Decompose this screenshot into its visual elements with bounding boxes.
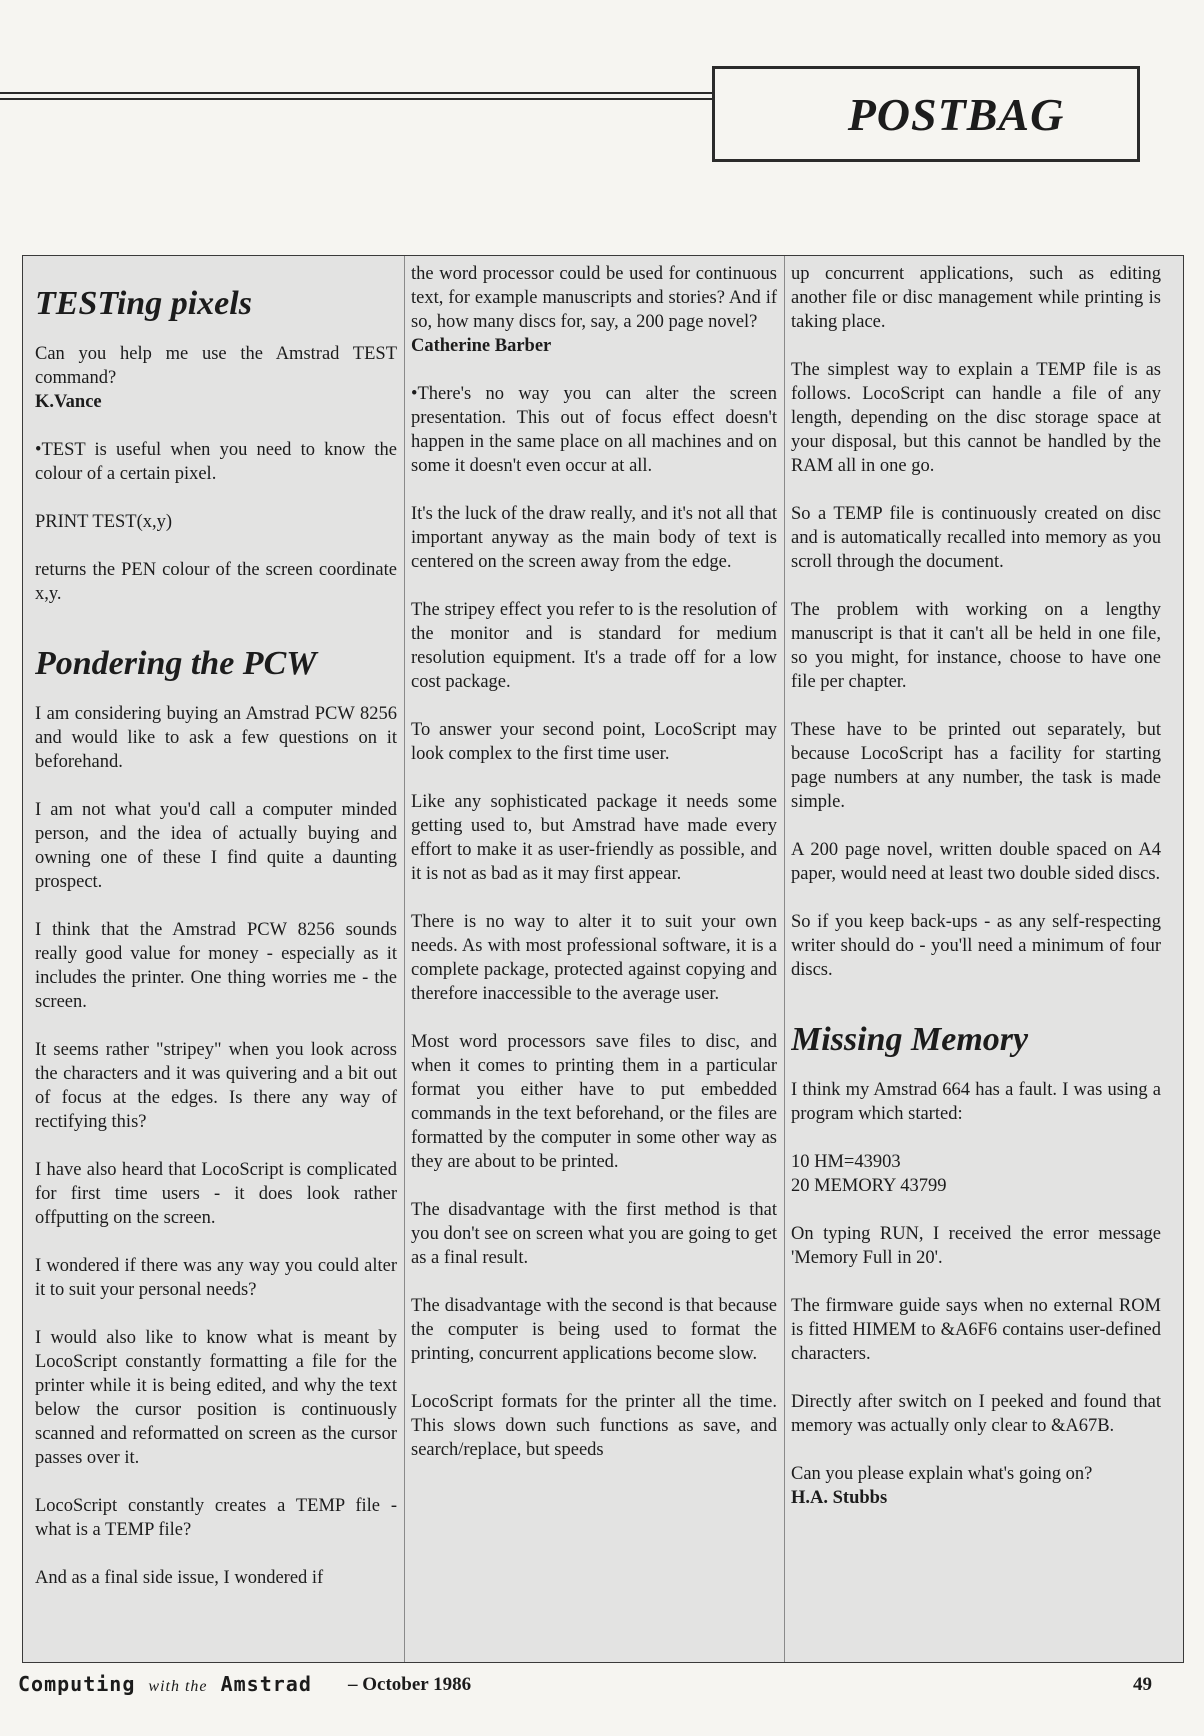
letter-signature: Catherine Barber <box>411 336 552 356</box>
letter-paragraph: I have also heard that LocoScript is complicated for first time users - it does look rather offputting on the screen. <box>35 1160 397 1228</box>
reply-paragraph: It's the luck of the draw really, and it's not all that important anyway as the main body of text is centered on the screen away from the edge. <box>411 504 777 572</box>
reply-paragraph: So if you keep back-ups - as any self-respecting writer should do - you'll need a minimum of four discs. <box>791 912 1161 980</box>
reply-paragraph: A 200 page novel, written double spaced on A4 paper, would need at least two double sided discs. <box>791 840 1161 884</box>
letter-paragraph: I would also like to know what is meant by LocoScript constantly formatting a file for the printer while it is being edited, and why the text below the cursor position is continuously scanned and reformatted on screen as the cursor passes over it. <box>35 1328 397 1468</box>
reply-paragraph: The disadvantage with the second is that because the computer is being used to format the printing, concurrent applications become slow. <box>411 1296 777 1364</box>
magazine-name <box>18 1672 312 1696</box>
column-3 <box>791 262 1161 1660</box>
code-line: PRINT TEST(x,y) <box>35 512 173 532</box>
reply-paragraph: So a TEMP file is continuously created on disc and is automatically recalled into memory as you scroll through the document. <box>791 504 1161 572</box>
letter-paragraph: Can you please explain what's going on? <box>791 1464 1093 1484</box>
letter-paragraph: I wondered if there was any way you could alter it to suit your personal needs? <box>35 1256 397 1300</box>
code-line: 20 MEMORY 43799 <box>791 1176 947 1196</box>
header-rule-top <box>0 92 712 94</box>
letter-signature: H.A. Stubbs <box>791 1488 888 1508</box>
column-divider <box>404 256 405 1662</box>
reply-paragraph: The stripey effect you refer to is the resolution of the monitor and is standard for medium resolution equipment. It's a trade off for a low cost package. <box>411 600 777 692</box>
letter-paragraph: I think that the Amstrad PCW 8256 sounds really good value for money - especially as it includes the printer. One thing worries me - the screen. <box>35 920 397 1012</box>
reply-paragraph: •There's no way you can alter the screen presentation. This out of focus effect doesn't happen in the same place on all machines and on some it doesn't even occur at all. <box>411 384 777 476</box>
page-number: 49 <box>1133 1674 1152 1695</box>
reply-paragraph: The simplest way to explain a TEMP file is as follows. LocoScript can handle a file of any length, depending on the disc storage space at your disposal, but this cannot be handled by the RAM all in one go. <box>791 360 1161 476</box>
issue-date: – October 1986 <box>348 1674 472 1695</box>
section-title: POSTBAG <box>847 88 1065 140</box>
column-1 <box>35 262 397 1660</box>
reply-paragraph: There is no way to alter it to suit your own needs. As with most professional software, it is a complete package, protected against copying and therefore inaccessible to the average user. <box>411 912 777 1004</box>
reply-paragraph: •TEST is useful when you need to know the colour of a certain pixel. <box>35 440 397 484</box>
article-heading: TESTing pixels <box>35 285 252 322</box>
letter-paragraph: I think my Amstrad 664 has a fault. I was using a program which started: <box>791 1080 1161 1124</box>
reply-paragraph: The disadvantage with the first method is that you don't see on screen what you are going to get as a final result. <box>411 1200 777 1268</box>
reply-paragraph: LocoScript formats for the printer all the time. This slows down such functions as save, and search/replace, but speeds <box>411 1392 777 1460</box>
code-line: 10 HM=43903 <box>791 1152 901 1172</box>
magazine-name-word2: with the <box>148 1678 208 1695</box>
header-rule-bottom <box>0 98 712 100</box>
magazine-name-word3: Amstrad <box>220 1672 312 1696</box>
letter-paragraph: Can you help me use the Amstrad TEST command? <box>35 344 397 388</box>
letter-paragraph: LocoScript constantly creates a TEMP file - what is a TEMP file? <box>35 1496 397 1540</box>
reply-paragraph: up concurrent applications, such as editing another file or disc management while printing is taking place. <box>791 264 1161 332</box>
letter-paragraph: On typing RUN, I received the error message 'Memory Full in 20'. <box>791 1224 1161 1268</box>
magazine-name-word1: Computing <box>18 1672 136 1696</box>
article-heading: Pondering the PCW <box>35 645 317 682</box>
letter-paragraph: The firmware guide says when no external ROM is fitted HIMEM to &A6F6 contains user-defined characters. <box>791 1296 1161 1364</box>
letter-paragraph: the word processor could be used for continuous text, for example manuscripts and stories? And if so, how many discs for, say, a 200 page novel? <box>411 264 777 332</box>
letter-paragraph: It seems rather "stripey" when you look across the characters and it was quivering and a bit out of focus at the edges. Is there any way of rectifying this? <box>35 1040 397 1132</box>
reply-paragraph: These have to be printed out separately, but because LocoScript has a facility for starting page numbers at any number, the task is made simple. <box>791 720 1161 812</box>
page-footer <box>18 1672 1158 1700</box>
letter-paragraph: I am considering buying an Amstrad PCW 8256 and would like to ask a few questions on it beforehand. <box>35 704 397 772</box>
letter-paragraph: And as a final side issue, I wondered if <box>35 1568 324 1588</box>
letter-signature: K.Vance <box>35 392 102 412</box>
reply-paragraph: To answer your second point, LocoScript may look complex to the first time user. <box>411 720 777 764</box>
article-heading: Missing Memory <box>791 1021 1029 1058</box>
letter-paragraph: I am not what you'd call a computer minded person, and the idea of actually buying and owning one of these I find quite a daunting prospect. <box>35 800 397 892</box>
reply-paragraph: The problem with working on a lengthy manuscript is that it can't all be held in one file, so you might, for instance, choose to have one file per chapter. <box>791 600 1161 692</box>
reply-paragraph: returns the PEN colour of the screen coordinate x,y. <box>35 560 397 604</box>
letters-panel <box>22 255 1184 1663</box>
section-title-box <box>712 66 1140 162</box>
column-2 <box>411 262 777 1660</box>
reply-paragraph: Like any sophisticated package it needs some getting used to, but Amstrad have made every effort to make it as user-friendly as possible, and it is not as bad as it may first appear. <box>411 792 777 884</box>
reply-paragraph: Most word processors save files to disc, and when it comes to printing them in a particular format you either have to put embedded commands in the text beforehand, or the files are formatted by the computer in some other way as they are about to be printed. <box>411 1032 777 1172</box>
column-divider <box>784 256 785 1662</box>
letter-paragraph: Directly after switch on I peeked and found that memory was actually only clear to &A67B. <box>791 1392 1161 1436</box>
